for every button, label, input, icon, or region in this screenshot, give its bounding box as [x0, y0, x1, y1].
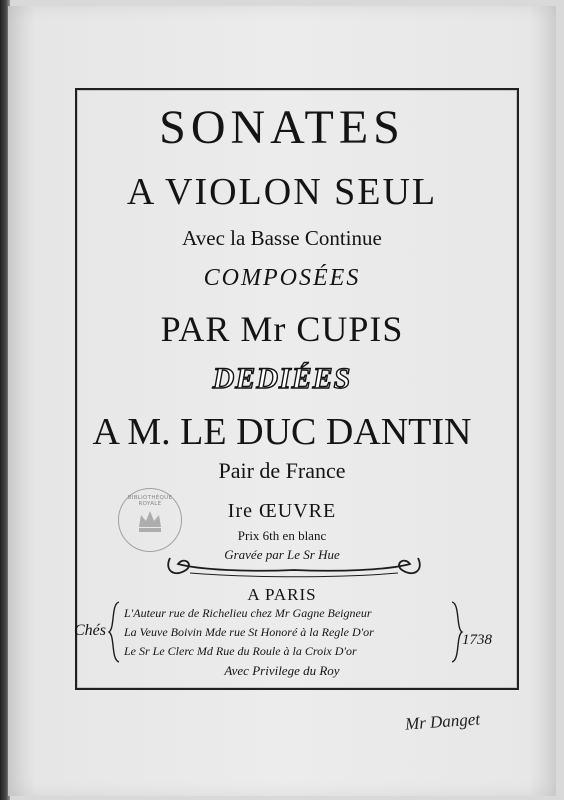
price-line: Prix 6th en blanc	[237, 528, 327, 543]
dedicatee-title: Pair de France	[218, 458, 346, 483]
engraver-line: Gravée par Le Sr Hue	[224, 547, 340, 562]
composees-label: COMPOSÉES	[203, 265, 361, 291]
dediees-label: DEDIÉES	[212, 362, 352, 395]
publisher-address-2: La Veuve Boivin Mde rue St Honoré à la Regle D'or	[124, 625, 374, 639]
title-violon-seul: A VIOLON SEUL	[126, 171, 438, 213]
left-brace	[107, 600, 121, 664]
publisher-address-1: L'Auteur rue de Richelieu chez Mr Gagne Beigneur	[124, 606, 372, 620]
publication-year: 1738	[462, 632, 492, 648]
subtitle-basse-continue: Avec la Basse Continue	[182, 226, 382, 250]
ches-label: Chés	[74, 622, 106, 639]
handwritten-signature: Mr Danget	[404, 709, 481, 734]
title-sonates: SONATES	[159, 101, 405, 154]
composer-name: PAR Mr CUPIS	[160, 309, 404, 349]
opus-number: Ire ŒUVRE	[227, 500, 337, 522]
dedicatee-name: A M. LE DUC DANTIN	[92, 411, 472, 453]
city-paris: A PARIS	[247, 585, 317, 604]
calligraphic-flourish	[160, 540, 428, 582]
publisher-address-3: Le Sr Le Clerc Md Rue du Roule à la Croix D'or	[124, 644, 357, 658]
library-stamp	[118, 488, 182, 552]
royal-privilege: Avec Privilege du Roy	[224, 663, 340, 678]
crown-icon	[119, 489, 181, 551]
stamp-text: BIBLIOTHÈQUE ROYALE	[127, 495, 173, 507]
